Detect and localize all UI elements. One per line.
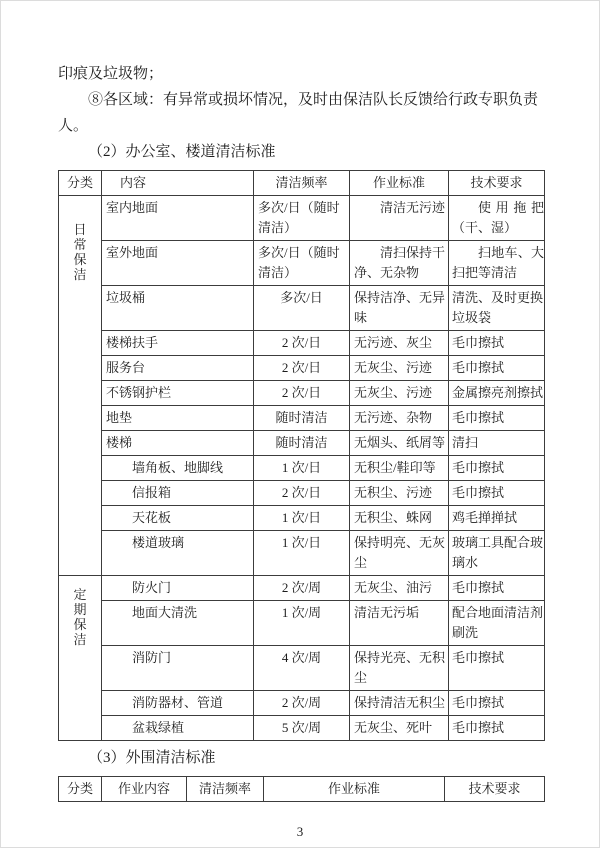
requirement-cell: 毛巾擦拭	[449, 406, 545, 431]
standard-cell: 无污迹、灰尘	[350, 331, 449, 356]
standard-cell: 无烟头、纸屑等	[350, 431, 449, 456]
frequency-cell: 2 次/周	[254, 691, 350, 716]
frequency-cell: 随时清洁	[254, 406, 350, 431]
standard-cell: 无积尘、蛛网	[350, 506, 449, 531]
frequency-cell: 多次/日（随时清洁）	[254, 241, 350, 286]
frequency-cell: 多次/日（随时清洁）	[254, 196, 350, 241]
header-cell-content: 内容	[102, 171, 254, 196]
frequency-cell: 多次/日	[254, 286, 350, 331]
content-cell: 消防门	[102, 646, 254, 691]
table-row	[59, 691, 545, 716]
table-header-row	[59, 171, 545, 196]
requirement-cell: 扫地车、大扫把等清洁	[449, 241, 545, 286]
requirement-cell: 清扫	[449, 431, 545, 456]
table-row	[59, 716, 545, 741]
header-cell-frequency: 清洁频率	[254, 171, 350, 196]
requirement-cell: 配合地面清洁剂刷洗	[449, 601, 545, 646]
content-cell: 消防器材、管道	[102, 691, 254, 716]
standard-cell: 无灰尘、污迹	[350, 356, 449, 381]
page-number: 3	[296, 824, 304, 839]
table-row	[59, 576, 545, 601]
standard-cell: 无灰尘、油污	[350, 576, 449, 601]
standard-cell: 保持洁净、无异味	[350, 286, 449, 331]
table-row	[59, 431, 545, 456]
frequency-cell: 5 次/周	[254, 716, 350, 741]
content-cell: 不锈钢护栏	[102, 381, 254, 406]
category-label: 定期保洁	[73, 587, 87, 647]
content-cell: 垃圾桶	[102, 286, 254, 331]
office-corridor-cleaning-table	[58, 170, 545, 741]
category-cell-periodic	[59, 576, 102, 741]
requirement-cell: 毛巾擦拭	[449, 331, 545, 356]
requirement-cell: 毛巾擦拭	[449, 576, 545, 601]
section-3-title: （3）外围清洁标准	[88, 750, 216, 766]
requirement-cell: 清洗、及时更换垃圾袋	[449, 286, 545, 331]
frequency-cell: 1 次/日	[254, 506, 350, 531]
requirement-cell: 毛巾擦拭	[449, 716, 545, 741]
content-cell: 盆栽绿植	[102, 716, 254, 741]
category-cell-daily	[59, 196, 102, 576]
table-row	[59, 406, 545, 431]
header-cell-requirement: 技术要求	[445, 777, 545, 802]
table-row	[59, 196, 545, 241]
content-cell: 楼梯	[102, 431, 254, 456]
paragraph-intro-fragment: 印痕及垃圾物；	[58, 66, 164, 82]
table-row	[59, 356, 545, 381]
table-row	[59, 381, 545, 406]
content-cell: 楼梯扶手	[102, 331, 254, 356]
standard-cell: 清洁无污垢	[350, 601, 449, 646]
frequency-cell: 1 次/日	[254, 456, 350, 481]
table-row	[59, 601, 545, 646]
table-row	[59, 456, 545, 481]
frequency-cell: 4 次/周	[254, 646, 350, 691]
requirement-cell: 毛巾擦拭	[449, 356, 545, 381]
content-cell: 服务台	[102, 356, 254, 381]
standard-cell: 无积尘、污迹	[350, 481, 449, 506]
content-cell: 信报箱	[102, 481, 254, 506]
requirement-cell: 毛巾擦拭	[449, 691, 545, 716]
frequency-cell: 1 次/日	[254, 531, 350, 576]
standard-cell: 无积尘/鞋印等	[350, 456, 449, 481]
requirement-cell: 毛巾擦拭	[449, 481, 545, 506]
paragraph-note: ⑧各区域：有异常或损坏情况，及时由保洁队长反馈给行政专职负责人。	[58, 92, 539, 134]
frequency-cell: 2 次/日	[254, 331, 350, 356]
frequency-cell: 随时清洁	[254, 431, 350, 456]
standard-cell: 保持明亮、无灰尘	[350, 531, 449, 576]
requirement-cell: 鸡毛掸掸拭	[449, 506, 545, 531]
table-row	[59, 331, 545, 356]
section-2-title: （2）办公室、楼道清洁标准	[88, 144, 276, 160]
frequency-cell: 2 次/日	[254, 356, 350, 381]
perimeter-cleaning-table	[58, 776, 545, 802]
content-cell: 地面大清洗	[102, 601, 254, 646]
category-label: 日常保洁	[73, 222, 87, 282]
content-cell: 防火门	[102, 576, 254, 601]
table-row	[59, 241, 545, 286]
requirement-cell: 毛巾擦拭	[449, 456, 545, 481]
content-cell: 地垫	[102, 406, 254, 431]
header-cell-standard: 作业标准	[264, 777, 445, 802]
header-cell-category: 分类	[59, 777, 102, 802]
standard-cell: 保持光亮、无积尘	[350, 646, 449, 691]
requirement-cell: 玻璃工具配合玻璃水	[449, 531, 545, 576]
table-row	[59, 506, 545, 531]
standard-cell: 清扫保持干净、无杂物	[350, 241, 449, 286]
header-cell-requirement: 技术要求	[449, 171, 545, 196]
content-cell: 室内地面	[102, 196, 254, 241]
content-cell: 墙角板、地脚线	[102, 456, 254, 481]
frequency-cell: 1 次/周	[254, 601, 350, 646]
header-cell-frequency: 清洁频率	[187, 777, 264, 802]
requirement-cell: 使用拖把（干、湿）	[449, 196, 545, 241]
header-cell-category: 分类	[59, 171, 102, 196]
table-row	[59, 531, 545, 576]
requirement-cell: 毛巾擦拭	[449, 646, 545, 691]
frequency-cell: 2 次/日	[254, 481, 350, 506]
header-cell-work-content: 作业内容	[102, 777, 187, 802]
table-row	[59, 646, 545, 691]
standard-cell: 清洁无污迹	[350, 196, 449, 241]
table-row	[59, 286, 545, 331]
content-cell: 天花板	[102, 506, 254, 531]
table-row	[59, 481, 545, 506]
requirement-cell: 金属擦亮剂擦拭	[449, 381, 545, 406]
frequency-cell: 2 次/周	[254, 576, 350, 601]
content-cell: 楼道玻璃	[102, 531, 254, 576]
standard-cell: 无灰尘、污迹	[350, 381, 449, 406]
content-cell: 室外地面	[102, 241, 254, 286]
standard-cell: 无污迹、杂物	[350, 406, 449, 431]
table-header-row	[59, 777, 545, 802]
standard-cell: 保持清洁无积尘	[350, 691, 449, 716]
standard-cell: 无灰尘、死叶	[350, 716, 449, 741]
frequency-cell: 2 次/日	[254, 381, 350, 406]
header-cell-standard: 作业标准	[350, 171, 449, 196]
